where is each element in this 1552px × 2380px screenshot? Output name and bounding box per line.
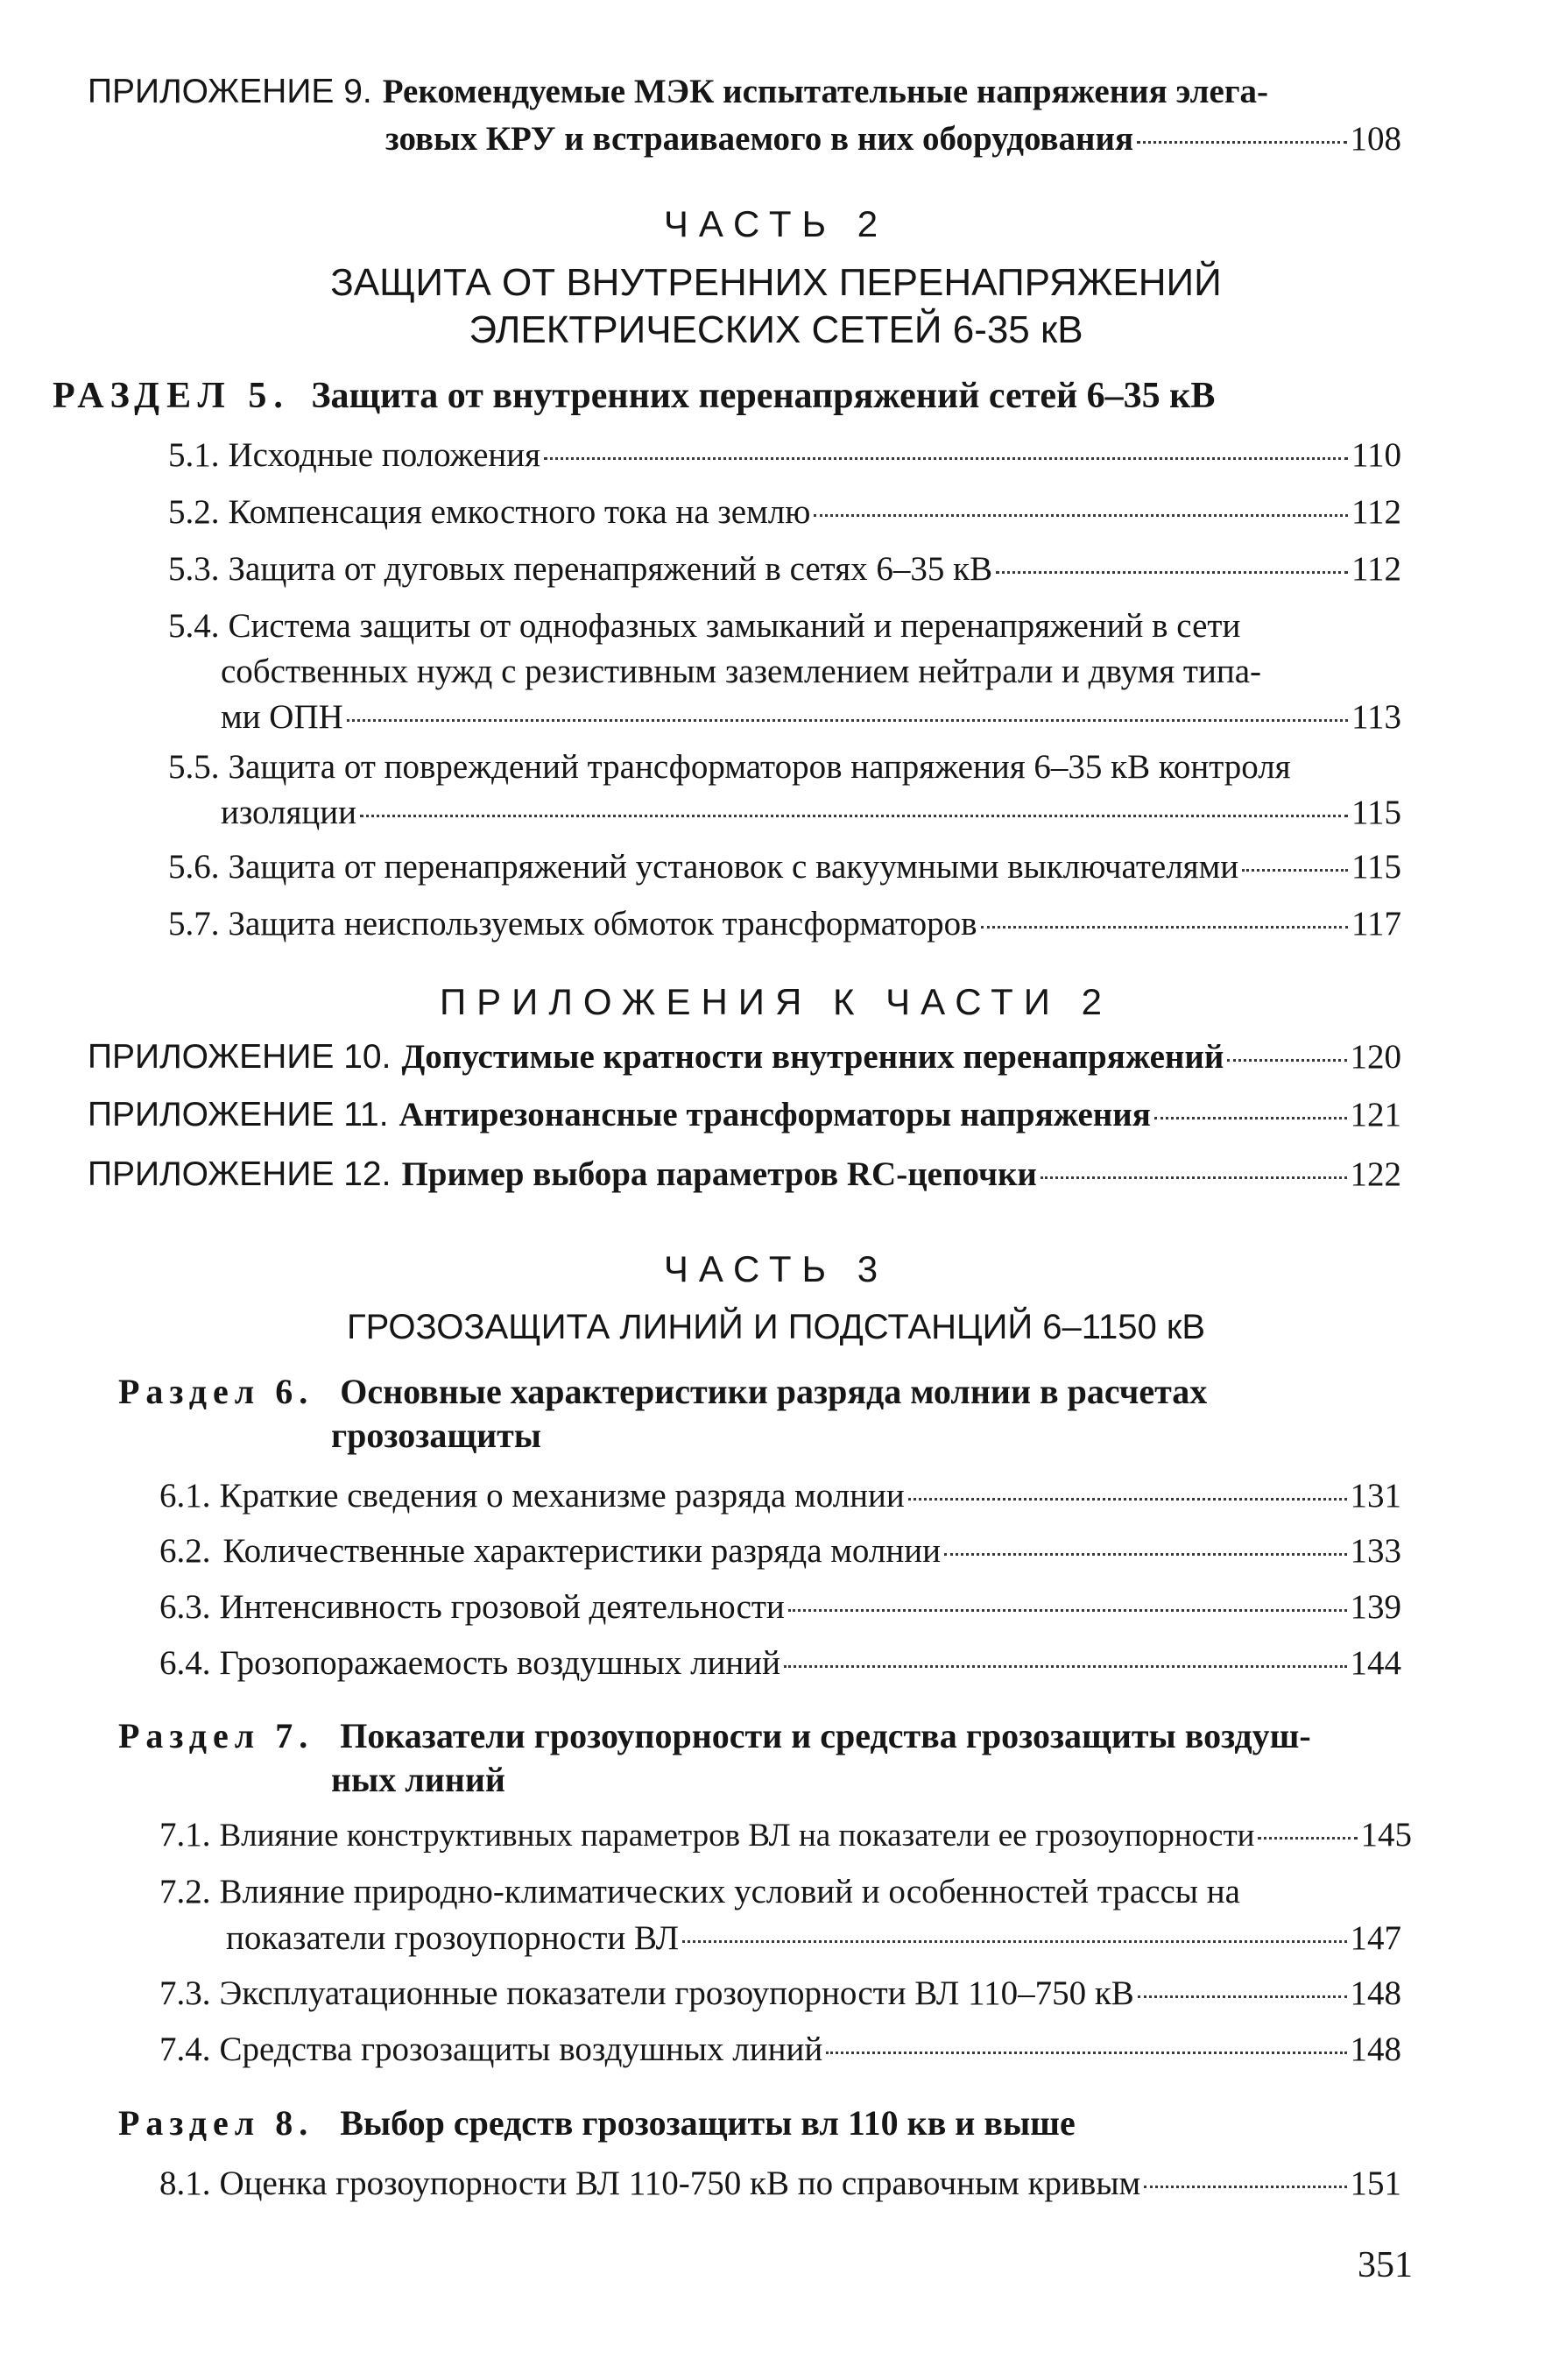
appendices-part-2-heading: ПРИЛОЖЕНИЯ К ЧАСТИ 2 — [439, 981, 1113, 1022]
leader-dots — [360, 815, 1348, 817]
toc-entry-5-5-cont — [221, 793, 1401, 832]
page-ref: 117 — [1351, 905, 1401, 943]
toc-entry-6-2 — [159, 1531, 1401, 1571]
section-label: Раздел 8. — [118, 2103, 314, 2143]
leader-dots — [788, 1609, 1347, 1612]
page-ref: 122 — [1350, 1155, 1401, 1193]
page-ref: 112 — [1351, 493, 1401, 531]
section-label: РАЗДЕЛ 5. — [53, 376, 290, 416]
appendix-title: Пример выбора параметров RC-цепочки — [401, 1155, 1037, 1193]
entry-number: 5.4. — [168, 607, 220, 645]
toc-entry-5-7 — [168, 904, 1401, 943]
entry-title-cont: изоляции — [221, 794, 357, 831]
leader-dots — [1138, 1995, 1347, 1998]
page-ref: 131 — [1350, 1477, 1401, 1515]
page-ref: 112 — [1351, 550, 1401, 588]
section-label: Раздел 6. — [118, 1372, 314, 1411]
entry-number: 6.4. — [159, 1644, 211, 1682]
appendix-label: ПРИЛОЖЕНИЕ 10. — [88, 1038, 392, 1076]
entry-number: 6.1. — [159, 1477, 211, 1515]
entry-number: 7.1. — [159, 1816, 211, 1854]
page-ref: 144 — [1350, 1644, 1401, 1682]
part-2-title-line2: ЭЛЕКТРИЧЕСКИХ СЕТЕЙ 6-35 кВ — [469, 308, 1083, 351]
leader-dots — [347, 719, 1348, 722]
leader-dots — [1242, 869, 1348, 872]
leader-dots — [682, 1940, 1346, 1943]
entry-number: 6.2. — [159, 1532, 211, 1570]
page-ref: 110 — [1351, 436, 1401, 474]
entry-number: 7.4. — [159, 2030, 211, 2068]
part-3-title: ГРОЗОЗАЩИТА ЛИНИЙ И ПОДСТАНЦИЙ 6–1150 кВ — [346, 1308, 1206, 1346]
entry-title: Защита от дуговых перенапряжений в сетях 6–35 кВ — [228, 550, 993, 588]
entry-title: Исходные положения — [228, 436, 541, 474]
appendix-label: ПРИЛОЖЕНИЕ 11. — [88, 1096, 389, 1134]
entry-number: 5.3. — [168, 550, 220, 588]
leader-dots — [1144, 2186, 1346, 2188]
toc-entry-appendix-9-cont — [385, 119, 1401, 159]
toc-entry-5-1 — [168, 435, 1401, 475]
toc-entry-appendix-12 — [88, 1155, 1401, 1194]
leader-dots — [544, 457, 1348, 460]
page-ref: 121 — [1350, 1096, 1401, 1134]
part-3-label: ЧАСТЬ 3 — [663, 1248, 889, 1289]
entry-number: 8.1. — [159, 2165, 211, 2202]
page-ref: 148 — [1350, 1974, 1401, 2012]
toc-entry-8-1 — [159, 2164, 1401, 2203]
toc-entry-5-5 — [168, 747, 1401, 787]
section-title-cont: грозозащиты — [331, 1416, 542, 1455]
toc-entry-6-3 — [159, 1587, 1401, 1627]
page-number: 351 — [1358, 2245, 1413, 2285]
entry-title: Оценка грозоупорности ВЛ 110-750 кВ по справочным кривым — [219, 2165, 1141, 2202]
section-5-heading — [53, 375, 1215, 417]
appendix-title: Допустимые кратности внутренних перенапряжений — [401, 1038, 1224, 1076]
leader-dots — [944, 1553, 1347, 1556]
section-6-heading — [118, 1371, 1207, 1412]
entry-number: 5.7. — [168, 905, 220, 943]
section-7-heading — [118, 1715, 1311, 1756]
page-ref: 133 — [1350, 1532, 1401, 1570]
entry-title-cont: ми ОПН — [221, 698, 343, 736]
section-title: Защита от внутренних перенапряжений сетей 6–35 кВ — [311, 376, 1216, 416]
section-title: Основные характеристики разряда молнии в расчетах — [340, 1372, 1208, 1411]
toc-entry-7-1 — [159, 1815, 1412, 1854]
page-ref: 108 — [1350, 120, 1401, 158]
page-ref: 147 — [1350, 1919, 1401, 1957]
toc-entry-5-6 — [168, 847, 1401, 886]
entry-title: Компенсация емкостного тока на землю — [228, 493, 811, 531]
entry-title: Защита неиспользуемых обмоток трансформаторов — [228, 905, 977, 943]
leader-dots — [1258, 1837, 1357, 1840]
part-2-title-line1: ЗАЩИТА ОТ ВНУТРЕННИХ ПЕРЕНАПРЯЖЕНИЙ — [330, 261, 1222, 304]
leader-dots — [814, 514, 1348, 517]
entry-title: Система защиты от однофазных замыканий и перенапряжений в сети — [228, 607, 1241, 645]
appendix-title: Рекомендуемые МЭК испытательные напряжения элега- — [382, 73, 1269, 110]
entry-number: 5.5. — [168, 748, 220, 786]
entry-number: 7.2. — [159, 1873, 211, 1910]
leader-dots — [1227, 1059, 1346, 1062]
toc-entry-5-4 — [168, 606, 1401, 646]
entry-number: 5.1. — [168, 436, 220, 474]
leader-dots — [996, 571, 1348, 574]
section-title: Показатели грозоупорности и средства грозозащиты воздуш- — [340, 1716, 1311, 1755]
appendix-label: ПРИЛОЖЕНИЕ 9. — [88, 73, 372, 110]
entry-title: Количественные характеристики разряда молнии — [222, 1532, 941, 1570]
page-ref: 148 — [1350, 2030, 1401, 2068]
toc-entry-5-3 — [168, 549, 1401, 589]
page-ref: 139 — [1350, 1588, 1401, 1626]
entry-title: Краткие сведения о механизме разряда молнии — [219, 1477, 905, 1515]
toc-entry-appendix-11 — [88, 1095, 1401, 1134]
entry-title: Влияние конструктивных параметров ВЛ на показатели ее грозоупорности — [219, 1818, 1255, 1854]
entry-title: Влияние природно-климатических условий и особенностей трассы на — [219, 1873, 1240, 1910]
entry-title: Эксплуатационные показатели грозоупорности ВЛ 110–750 кВ — [219, 1974, 1134, 2012]
toc-entry-7-4 — [159, 2030, 1401, 2069]
toc-entry-7-3 — [159, 1974, 1401, 2013]
toc-entry-5-4-cont — [221, 697, 1401, 737]
page-ref: 113 — [1351, 698, 1401, 736]
page-ref: 115 — [1351, 794, 1401, 831]
entry-title: Защита от перенапряжений установок с вакуумными выключателями — [228, 848, 1239, 886]
leader-dots — [784, 1665, 1346, 1668]
entry-title-cont: показатели грозоупорности ВЛ — [226, 1919, 680, 1957]
section-title-cont: ных линий — [331, 1760, 505, 1799]
leader-dots — [1137, 141, 1346, 144]
entry-number: 5.6. — [168, 848, 220, 886]
page-ref: 115 — [1351, 848, 1401, 886]
entry-number: 7.3. — [159, 1974, 211, 2012]
page-ref: 151 — [1350, 2165, 1401, 2202]
leader-dots — [908, 1498, 1347, 1501]
entry-title: Средства грозозащиты воздушных линий — [219, 2030, 823, 2068]
page-ref: 145 — [1360, 1816, 1412, 1854]
appendix-label: ПРИЛОЖЕНИЕ 12. — [88, 1155, 392, 1193]
entry-title: Грозопоражаемость воздушных линий — [219, 1644, 781, 1682]
section-title: Выбор средств грозозащиты вл 110 кв и выше — [340, 2103, 1076, 2143]
leader-dots — [1041, 1176, 1347, 1179]
toc-entry-6-4 — [159, 1643, 1401, 1683]
toc-entry-7-2 — [159, 1872, 1401, 1911]
appendix-title: Антирезонансные трансформаторы напряжения — [399, 1096, 1151, 1134]
leader-dots — [1154, 1117, 1347, 1119]
entry-title-cont: собственных нужд с резистивным заземлением нейтрали и двумя типа- — [221, 653, 1262, 690]
part-2-label: ЧАСТЬ 2 — [663, 203, 889, 244]
entry-title: Интенсивность грозовой деятельности — [219, 1588, 785, 1626]
toc-entry-5-2 — [168, 492, 1401, 532]
entry-number: 6.3. — [159, 1588, 211, 1626]
toc-entry-7-2-cont — [226, 1918, 1401, 1958]
appendix-title-cont: зовых КРУ и встраиваемого в них оборудования — [385, 120, 1134, 158]
section-8-heading — [118, 2102, 1076, 2143]
entry-title: Защита от повреждений трансформаторов напряжения 6–35 кВ контроля — [228, 748, 1291, 786]
toc-entry-6-1 — [159, 1476, 1401, 1515]
entry-number: 5.2. — [168, 493, 220, 531]
leader-dots — [981, 926, 1348, 929]
toc-entry-appendix-9 — [88, 72, 1401, 111]
section-label: Раздел 7. — [118, 1716, 314, 1755]
page-ref: 120 — [1350, 1038, 1401, 1076]
toc-entry-appendix-10 — [88, 1037, 1401, 1077]
leader-dots — [826, 2052, 1346, 2054]
